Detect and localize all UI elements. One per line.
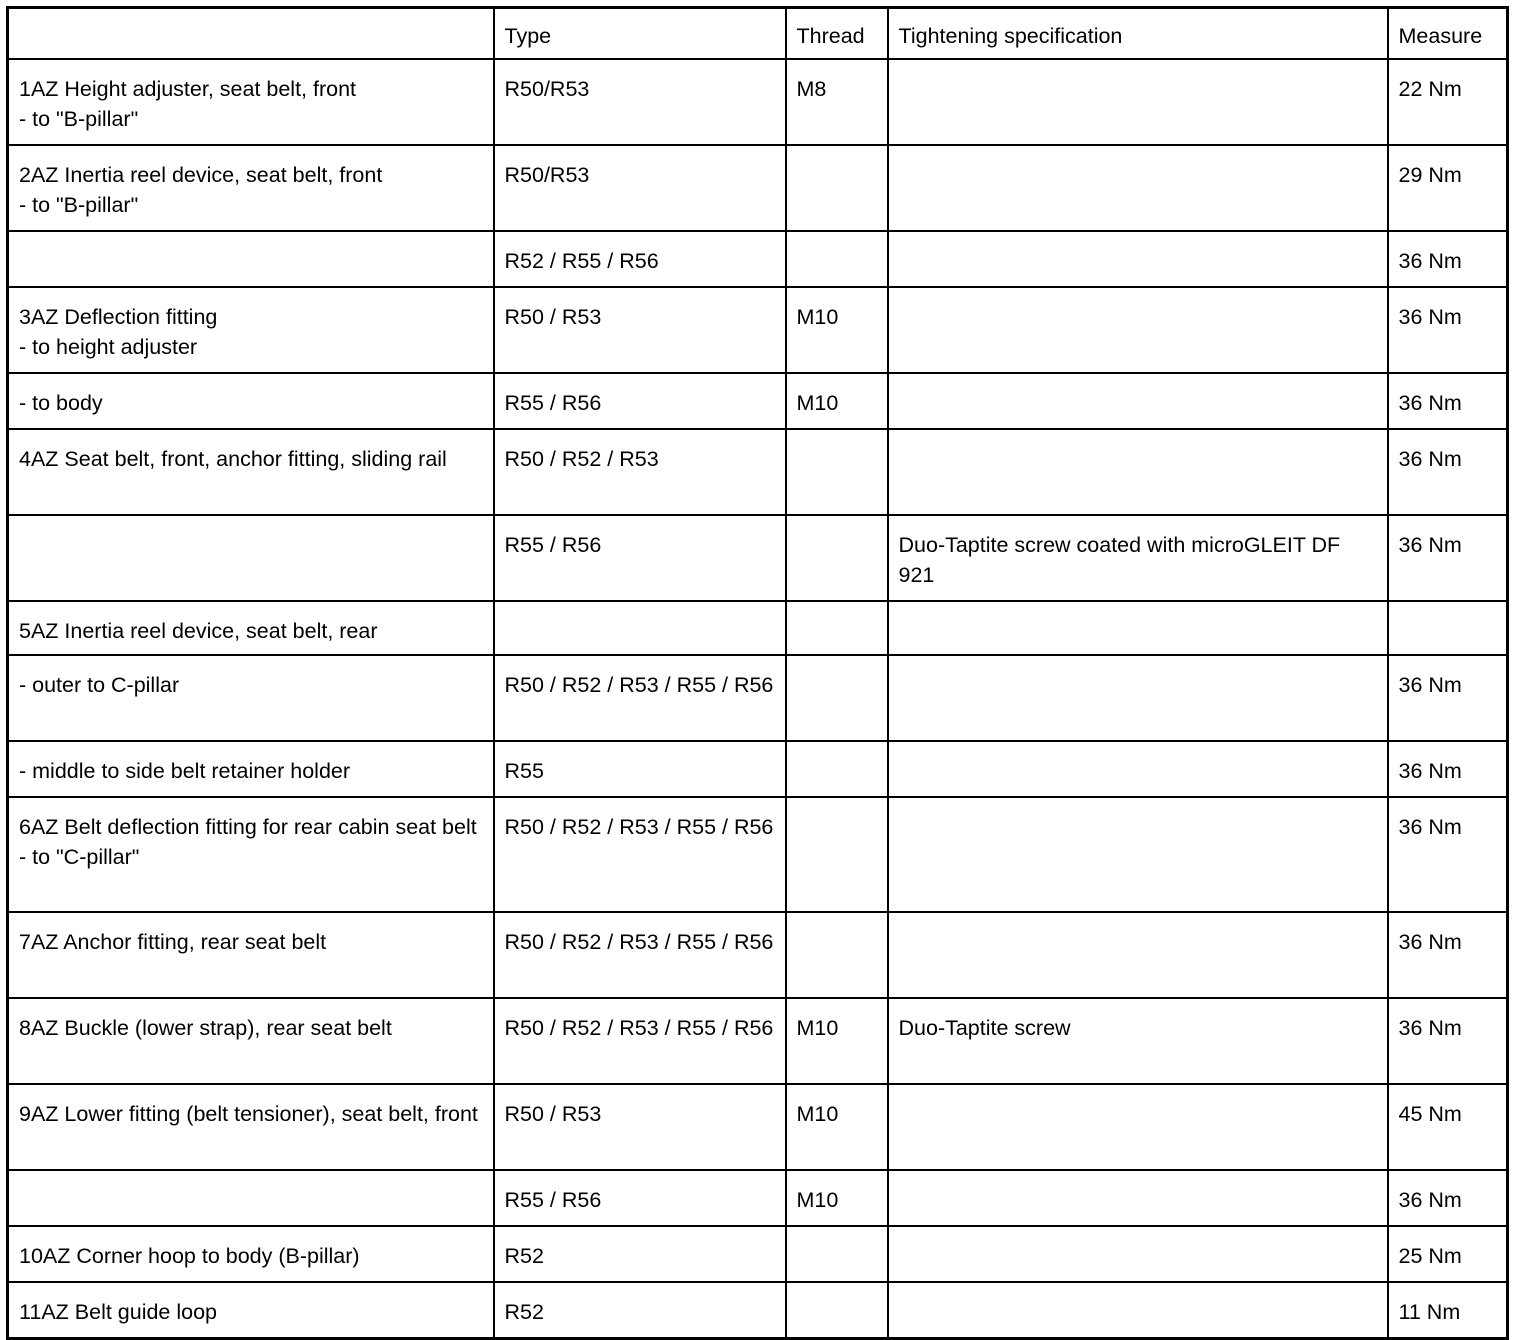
spec-cell xyxy=(888,373,1388,429)
table-row xyxy=(8,429,1508,515)
type-cell: R50 / R52 / R53 xyxy=(494,429,786,515)
header-tightening-specification: Tightening specification xyxy=(888,8,1388,60)
header-measure: Measure xyxy=(1388,8,1508,60)
item-cell: 7AZ Anchor fitting, rear seat belt xyxy=(8,912,494,998)
table-row xyxy=(8,1084,1508,1170)
spec-cell xyxy=(888,1226,1388,1282)
type-cell: R55 / R56 xyxy=(494,373,786,429)
type-cell: R50/R53 xyxy=(494,145,786,231)
table-row xyxy=(8,912,1508,998)
thread-cell xyxy=(786,231,888,287)
table-row xyxy=(8,145,1508,231)
measure-cell: 36 Nm xyxy=(1388,1170,1508,1226)
item-cell: - outer to C-pillar xyxy=(8,655,494,741)
spec-cell xyxy=(888,601,1388,655)
header-thread: Thread xyxy=(786,8,888,60)
item-cell: 6AZ Belt deflection fitting for rear cabin seat belt - to "C-pillar" xyxy=(8,797,494,912)
type-cell: R50 / R52 / R53 / R55 / R56 xyxy=(494,655,786,741)
spec-cell: Duo-Taptite screw xyxy=(888,998,1388,1084)
header-type: Type xyxy=(494,8,786,60)
type-cell: R55 / R56 xyxy=(494,515,786,601)
type-cell: R50/R53 xyxy=(494,59,786,145)
type-cell: R50 / R52 / R53 / R55 / R56 xyxy=(494,797,786,912)
item-cell: 9AZ Lower fitting (belt tensioner), seat belt, front xyxy=(8,1084,494,1170)
type-cell: R50 / R53 xyxy=(494,287,786,373)
measure-cell: 36 Nm xyxy=(1388,429,1508,515)
table-row xyxy=(8,655,1508,741)
measure-cell xyxy=(1388,601,1508,655)
table-row xyxy=(8,59,1508,145)
torque-spec-table xyxy=(6,6,1509,1340)
measure-cell: 11 Nm xyxy=(1388,1282,1508,1339)
table-row xyxy=(8,741,1508,797)
spec-cell xyxy=(888,429,1388,515)
item-cell: 1AZ Height adjuster, seat belt, front - to "B-pillar" xyxy=(8,59,494,145)
measure-cell: 36 Nm xyxy=(1388,912,1508,998)
header-item xyxy=(8,8,494,60)
measure-cell: 29 Nm xyxy=(1388,145,1508,231)
item-cell xyxy=(8,231,494,287)
thread-cell: M8 xyxy=(786,59,888,145)
spec-cell xyxy=(888,145,1388,231)
item-cell: 4AZ Seat belt, front, anchor fitting, sliding rail xyxy=(8,429,494,515)
table-row xyxy=(8,1170,1508,1226)
table-row xyxy=(8,1226,1508,1282)
item-cell: 11AZ Belt guide loop xyxy=(8,1282,494,1339)
thread-cell: M10 xyxy=(786,373,888,429)
spec-cell xyxy=(888,231,1388,287)
item-cell: 3AZ Deflection fitting - to height adjuster xyxy=(8,287,494,373)
spec-cell xyxy=(888,1170,1388,1226)
thread-cell xyxy=(786,741,888,797)
thread-cell: M10 xyxy=(786,287,888,373)
measure-cell: 36 Nm xyxy=(1388,655,1508,741)
spec-cell xyxy=(888,741,1388,797)
measure-cell: 36 Nm xyxy=(1388,741,1508,797)
measure-cell: 22 Nm xyxy=(1388,59,1508,145)
measure-cell: 25 Nm xyxy=(1388,1226,1508,1282)
thread-cell xyxy=(786,655,888,741)
table-row xyxy=(8,373,1508,429)
spec-cell xyxy=(888,1084,1388,1170)
type-cell xyxy=(494,601,786,655)
table-row xyxy=(8,515,1508,601)
measure-cell: 36 Nm xyxy=(1388,373,1508,429)
spec-cell xyxy=(888,287,1388,373)
item-cell: - middle to side belt retainer holder xyxy=(8,741,494,797)
measure-cell: 36 Nm xyxy=(1388,287,1508,373)
thread-cell: M10 xyxy=(786,1170,888,1226)
thread-cell xyxy=(786,429,888,515)
measure-cell: 36 Nm xyxy=(1388,231,1508,287)
thread-cell: M10 xyxy=(786,1084,888,1170)
item-cell xyxy=(8,515,494,601)
measure-cell: 36 Nm xyxy=(1388,998,1508,1084)
measure-cell: 36 Nm xyxy=(1388,797,1508,912)
table-row xyxy=(8,231,1508,287)
header-row xyxy=(8,8,1508,60)
table-row xyxy=(8,601,1508,655)
item-cell: 8AZ Buckle (lower strap), rear seat belt xyxy=(8,998,494,1084)
spec-cell xyxy=(888,59,1388,145)
type-cell: R55 xyxy=(494,741,786,797)
thread-cell: M10 xyxy=(786,998,888,1084)
thread-cell xyxy=(786,515,888,601)
spec-cell xyxy=(888,797,1388,912)
spec-cell xyxy=(888,912,1388,998)
table-row xyxy=(8,797,1508,912)
item-cell: 10AZ Corner hoop to body (B-pillar) xyxy=(8,1226,494,1282)
item-cell: - to body xyxy=(8,373,494,429)
table-row xyxy=(8,998,1508,1084)
type-cell: R52 xyxy=(494,1226,786,1282)
measure-cell: 36 Nm xyxy=(1388,515,1508,601)
thread-cell xyxy=(786,1226,888,1282)
measure-cell: 45 Nm xyxy=(1388,1084,1508,1170)
thread-cell xyxy=(786,1282,888,1339)
thread-cell xyxy=(786,797,888,912)
item-cell: 2AZ Inertia reel device, seat belt, front - to "B-pillar" xyxy=(8,145,494,231)
type-cell: R50 / R52 / R53 / R55 / R56 xyxy=(494,998,786,1084)
spec-cell: Duo-Taptite screw coated with microGLEIT DF 921 xyxy=(888,515,1388,601)
spec-cell xyxy=(888,1282,1388,1339)
table-row xyxy=(8,1282,1508,1339)
type-cell: R50 / R52 / R53 / R55 / R56 xyxy=(494,912,786,998)
item-cell xyxy=(8,1170,494,1226)
table-row xyxy=(8,287,1508,373)
type-cell: R55 / R56 xyxy=(494,1170,786,1226)
thread-cell xyxy=(786,145,888,231)
thread-cell xyxy=(786,601,888,655)
thread-cell xyxy=(786,912,888,998)
item-cell: 5AZ Inertia reel device, seat belt, rear xyxy=(8,601,494,655)
spec-cell xyxy=(888,655,1388,741)
type-cell: R50 / R53 xyxy=(494,1084,786,1170)
type-cell: R52 / R55 / R56 xyxy=(494,231,786,287)
type-cell: R52 xyxy=(494,1282,786,1339)
